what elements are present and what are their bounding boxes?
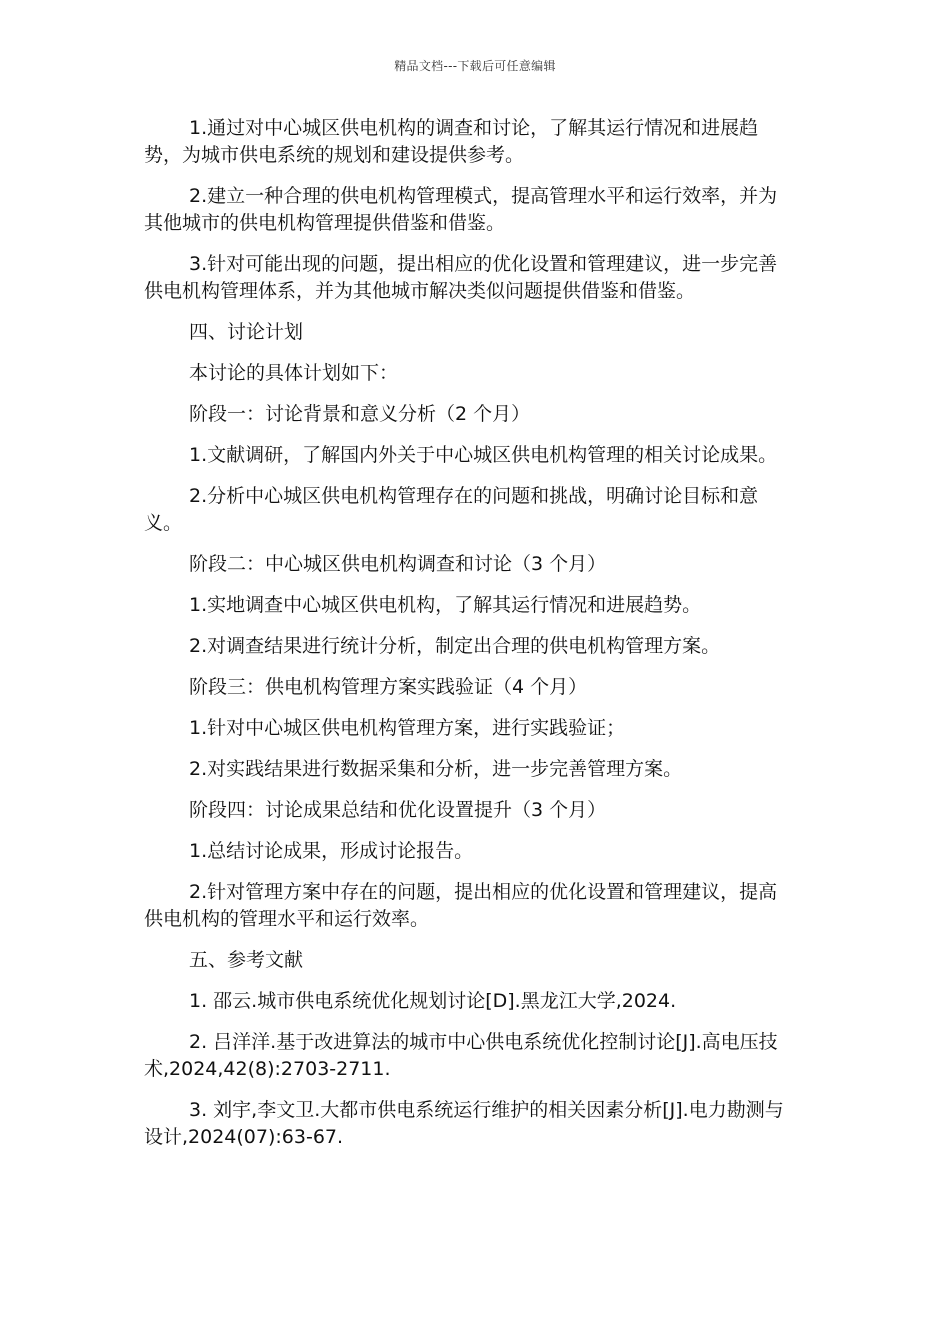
stage-2-heading: 阶段二：中心城区供电机构调查和讨论（3 个月） <box>189 553 607 575</box>
stage-3-heading: 阶段三：供电机构管理方案实践验证（4 个月） <box>189 676 588 698</box>
reference-1: 1. 邵云.城市供电系统优化规划讨论[D].黑龙江大学,2024. <box>189 990 677 1012</box>
goal-paragraph-3: 3.针对可能出现的问题，提出相应的优化设置和管理建议，进一步完善供电机构管理体系，并为其他城市解决类似问题提供借鉴和借鉴。 <box>144 253 778 302</box>
stage-1-item-1: 1.文献调研，了解国内外关于中心城区供电机构管理的相关讨论成果。 <box>189 444 778 466</box>
stage-3-item-1: 1.针对中心城区供电机构管理方案，进行实践验证； <box>189 717 626 739</box>
stage-2-item-1: 1.实地调查中心城区供电机构，了解其运行情况和进展趋势。 <box>189 594 702 616</box>
page-header: 精品文档---下载后可任意编辑 <box>394 59 556 73</box>
plan-intro: 本讨论的具体计划如下： <box>189 362 399 384</box>
goal-paragraph-1: 1.通过对中心城区供电机构的调查和讨论，了解其运行情况和进展趋势，为城市供电系统的规划和建设提供参考。 <box>144 117 759 166</box>
stage-2-item-2: 2.对调查结果进行统计分析，制定出合理的供电机构管理方案。 <box>189 635 721 657</box>
stage-4-item-2: 2.针对管理方案中存在的问题，提出相应的优化设置和管理建议，提高供电机构的管理水平和运行效率。 <box>144 881 778 930</box>
stage-4-heading: 阶段四：讨论成果总结和优化设置提升（3 个月） <box>189 799 607 821</box>
reference-2: 2. 吕洋洋.基于改进算法的城市中心供电系统优化控制讨论[J].高电压技术,2024,42(8):2703-2711. <box>144 1031 778 1080</box>
section-heading-plan: 四、讨论计划 <box>189 321 304 343</box>
document-body <box>144 115 794 1165</box>
section-heading-references: 五、参考文献 <box>189 949 304 971</box>
stage-3-item-2: 2.对实践结果进行数据采集和分析，进一步完善管理方案。 <box>189 758 683 780</box>
reference-3: 3. 刘宇,李文卫.大都市供电系统运行维护的相关因素分析[J].电力勘测与设计,2024(07):63-67. <box>144 1099 784 1148</box>
goal-paragraph-2: 2.建立一种合理的供电机构管理模式，提高管理水平和运行效率，并为其他城市的供电机构管理提供借鉴和借鉴。 <box>144 185 778 234</box>
stage-1-heading: 阶段一：讨论背景和意义分析（2 个月） <box>189 403 531 425</box>
stage-1-item-2: 2.分析中心城区供电机构管理存在的问题和挑战，明确讨论目标和意义。 <box>144 485 759 534</box>
stage-4-item-1: 1.总结讨论成果，形成讨论报告。 <box>189 840 474 862</box>
